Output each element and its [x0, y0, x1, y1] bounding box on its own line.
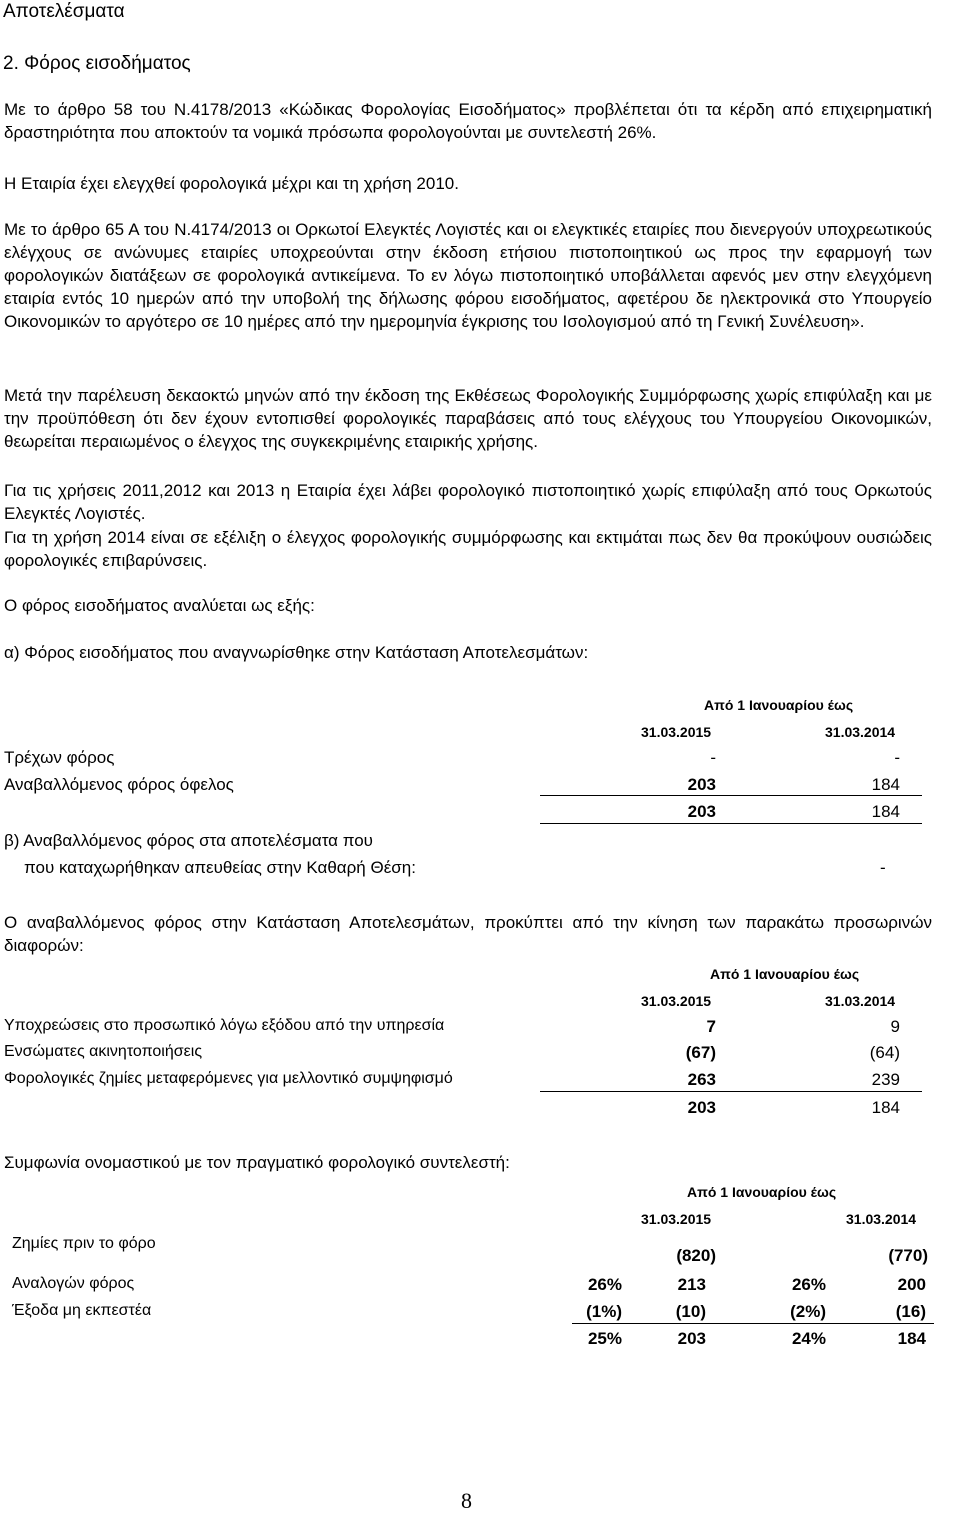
- paragraph-tax-rate-reconciliation: Συμφωνία ονομαστικού με τον πραγματικό φορολογικό συντελεστή:: [4, 1153, 510, 1172]
- table-row-label: Φορολογικές ζημίες μεταφερόμενες για μελλοντικό συμψηφισμό: [4, 1070, 453, 1087]
- table3-total-2014: 184: [897, 1329, 926, 1348]
- paragraph-tax-audited: Η Εταιρία έχει ελεγχθεί φορολογικά μέχρι και τη χρήση 2010.: [4, 174, 459, 193]
- table-cell: (64): [869, 1043, 900, 1062]
- table-row-label: Αναβαλλόμενος φόρος όφελος: [4, 775, 234, 794]
- table-cell: (820): [676, 1246, 716, 1265]
- table-cell: 184: [871, 775, 900, 794]
- table1-bottom-rule: [540, 823, 922, 824]
- table1-total-2014: 184: [871, 802, 900, 821]
- page-heading: Αποτελέσματα: [3, 1, 125, 22]
- table1-total-rule: [540, 795, 922, 796]
- table3-period-header: Από 1 Ιανουαρίου έως: [687, 1184, 837, 1200]
- table-cell: (16): [895, 1302, 926, 1321]
- beta-line-2: που καταχωρήθηκαν απευθείας στην Καθαρή Θέση:: [24, 858, 416, 877]
- paragraph-income-statement-tax: α) Φόρος εισοδήματος που αναγνωρίσθηκε στην Κατάσταση Αποτελεσμάτων:: [4, 643, 589, 662]
- paragraph-tax-analysis: Ο φόρος εισοδήματος αναλύεται ως εξής:: [4, 596, 315, 615]
- paragraph-years-2011-2013: Για τις χρήσεις 2011,2012 και 2013 η Εταιρία έχει λάβει φορολογικό πιστοποιητικό χωρίς επιφύλαξη από τους Ορκωτούς Ελεγκτές Λογιστές.: [4, 481, 932, 523]
- table2-total-2014: 184: [871, 1098, 900, 1117]
- table1-period-header: Από 1 Ιανουαρίου έως: [704, 697, 854, 713]
- page-number: 8: [461, 1488, 472, 1513]
- table-cell: 9: [890, 1017, 900, 1036]
- table2-period-header: Από 1 Ιανουαρίου έως: [710, 966, 860, 982]
- table-cell: -: [710, 748, 716, 767]
- table-cell: (1%): [586, 1302, 622, 1321]
- table2-total-rule: [540, 1091, 922, 1092]
- paragraph-eighteen-months: Μετά την παρέλευση δεκαοκτώ μηνών από την έκδοση της Εκθέσεως Φορολογικής Συμμόρφωσης χωρίς επιφύλαξη και με την προϋπόθεση ότι δεν έχουν εντοπισθεί φορολογικές παραβάσεις από τους ελέγχους του Υπουργείου Οικονομικών, θεωρείται περαιωμένος ο έλεγχος της συγκεκριμένης εταιρικής χρήσης.: [4, 386, 932, 451]
- table2-total-2015: 203: [687, 1098, 716, 1117]
- table-row-label: Υποχρεώσεις στο προσωπικό λόγω εξόδου από την υπηρεσία: [4, 1017, 445, 1034]
- table-cell: 7: [706, 1017, 716, 1036]
- table2-col-2014: 31.03.2014: [825, 993, 896, 1009]
- table-row-label: Τρέχων φόρος: [4, 748, 115, 767]
- table-cell: (2%): [790, 1302, 826, 1321]
- paragraph-year-2014: Για τη χρήση 2014 είναι σε εξέλιξη ο έλεγχος φορολογικής συμμόρφωσης και εκτιμάται πως δεν θα προκύψουν ουσιώδεις φορολογικές επιβαρύνσεις.: [4, 528, 932, 570]
- paragraph-deferred-tax: Ο αναβαλλόμενος φόρος στην Κατάσταση Αποτελεσμάτων, προκύπτει από την κίνηση των παρακάτω προσωρινών διαφορών:: [4, 913, 932, 955]
- section-title: 2. Φόρος εισοδήματος: [3, 53, 191, 74]
- table-cell: (10): [675, 1302, 706, 1321]
- paragraph-article-58: Με το άρθρο 58 του Ν.4178/2013 «Κώδικας Φορολογίας Εισοδήματος» προβλέπεται ότι τα κέρδη από επιχειρηματική δραστηριότητα που αποκτούν τα νομικά πρόσωπα φορολογούνται με συντελεστή 26%.: [4, 100, 932, 142]
- table3-total-2015: 203: [677, 1329, 706, 1348]
- table3-total-pct-2014: 24%: [791, 1329, 826, 1348]
- beta-line-1: β) Αναβαλλόμενος φόρος στα αποτελέσματα που: [4, 831, 373, 850]
- table-row-label: Έξοδα μη εκπεστέα: [12, 1302, 152, 1319]
- table-row-label: Αναλογών φόρος: [12, 1275, 135, 1292]
- table1-col-2014: 31.03.2014: [825, 724, 896, 740]
- table-cell: 203: [687, 775, 716, 794]
- table3-total-pct-2015: 25%: [587, 1329, 622, 1348]
- table-row-label: Ζημίες πριν το φόρο: [12, 1235, 156, 1252]
- table-cell: (770): [888, 1246, 928, 1265]
- paragraph-article-65a: Με το άρθρο 65 Α του Ν.4174/2013 οι Ορκωτοί Ελεγκτές Λογιστές και οι ελεγκτικές εταιρίες που διενεργούν υποχρεωτικούς ελέγχους σε ανώνυμες εταιρίες υποχρεούνται στην έκδοση ετήσιου πιστοποιητικού ως προς την εφαρμογή των φορολογικών διατάξεων σε φορολογικά αντικείμενα. Το εν λόγω πιστοποιητικό υποβάλλεται αφενός μεν στην ελεγχόμενη εταιρία εντός 10 ημερών από την υποβολή της δήλωσης φόρου εισοδήματος, αφετέρου δε ηλεκτρονικά στο Υπουργείο Οικονομικών το αργότερο σε 10 ημέρες από την ημερομηνία έγκρισης του Ισολογισμού από τη Γενική Συνέλευση».: [4, 220, 932, 331]
- table-cell: 200: [897, 1275, 926, 1294]
- table-cell: 263: [687, 1070, 716, 1089]
- table1-col-2015: 31.03.2015: [641, 724, 712, 740]
- table3-col-2015: 31.03.2015: [641, 1211, 712, 1227]
- table-cell: 26%: [791, 1275, 826, 1294]
- table-cell: -: [894, 748, 900, 767]
- table-cell: 213: [677, 1275, 706, 1294]
- table1-total-2015: 203: [687, 802, 716, 821]
- table-cell: (67): [685, 1043, 716, 1062]
- table-cell: 26%: [587, 1275, 622, 1294]
- table-cell: 239: [871, 1070, 900, 1089]
- table3-col-2014: 31.03.2014: [846, 1211, 917, 1227]
- table-row-label: Ενσώματες ακινητοποιήσεις: [4, 1043, 203, 1060]
- table2-col-2015: 31.03.2015: [641, 993, 712, 1009]
- table3-total-rule: [572, 1323, 934, 1324]
- beta-value: -: [880, 858, 886, 877]
